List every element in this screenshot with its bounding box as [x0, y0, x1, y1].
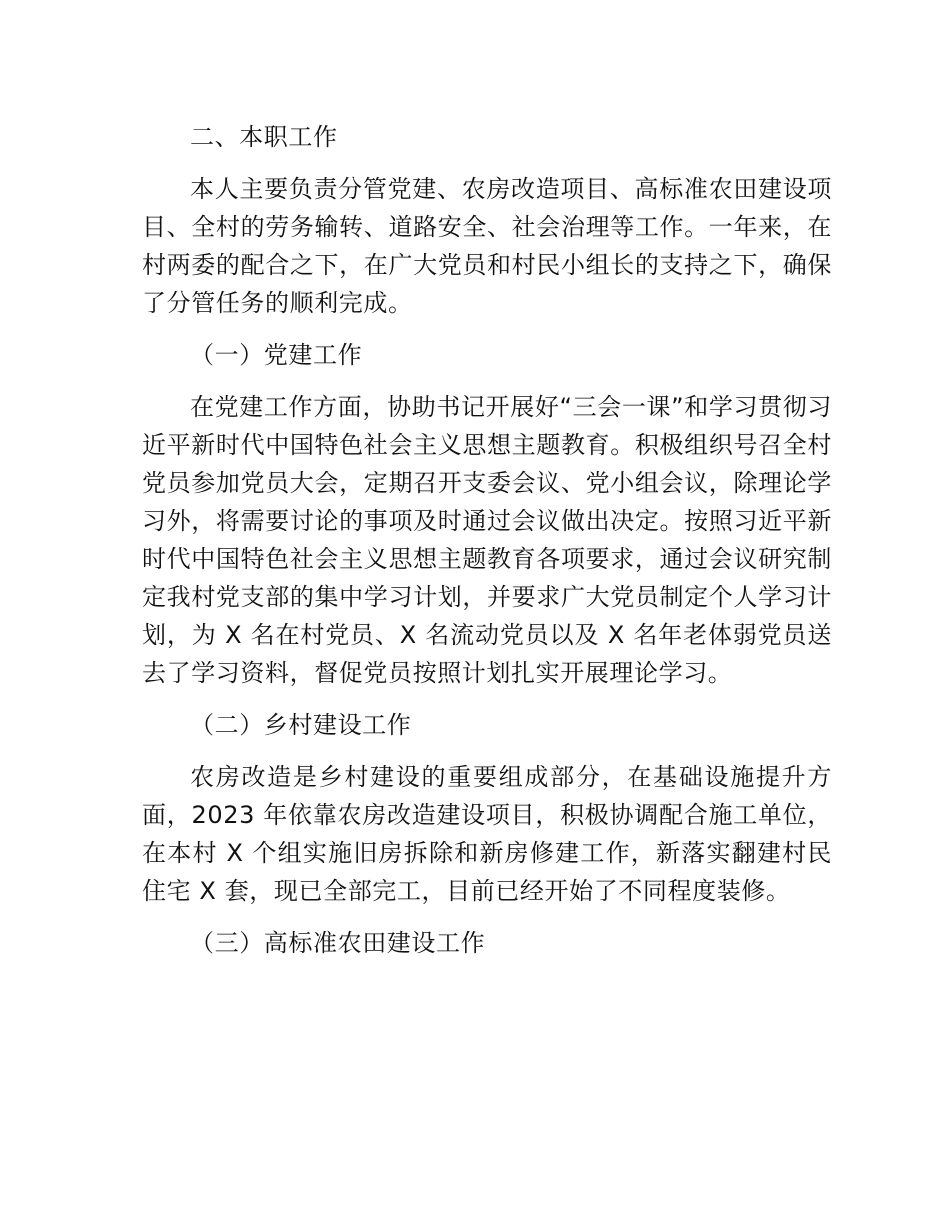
subsection-1-paragraph: 在党建工作方面，协助书记开展好“三会一课”和学习贯彻习近平新时代中国特色社会主义思想主题教育。积极组织号召全村党员参加党员大会，定期召开支委会议、党小组会议，除理论学习外，将需要讨论的事项及时通过会议做出决定。按照习近平新时代中国特色社会主义思想主题教育各项要求，通过会议研究制定我村党支部的集中学习计划，并要求广大党员制定个人学习计划，为 X 名在村党员、X 名流动党员以及 X 名年老体弱党员送去了学习资料，督促党员按照计划扎实开展理论学习。	[142, 393, 832, 687]
subsection-1-title: （一）党建工作	[190, 341, 363, 369]
document-body	[142, 118, 832, 976]
intro-paragraph: 本人主要负责分管党建、农房改造项目、高标准农田建设项目、全村的劳务输转、道路安全、社会治理等工作。一年来，在村两委的配合之下，在广大党员和村民小组长的支持之下，确保了分管任务的顺利完成。	[142, 175, 832, 317]
subsection-2-paragraph: 农房改造是乡村建设的重要组成部分，在基础设施提升方面，2023 年依靠农房改造建设项目，积极协调配合施工单位，在本村 X 个组实施旧房拆除和新房修建工作，新落实翻建村民住宅 X 套，现已全部完工，目前已经开始了不同程度装修。	[142, 763, 832, 905]
subsection-2-title: （二）乡村建设工作	[190, 711, 412, 739]
subsection-3-title: （三）高标准农田建设工作	[190, 929, 486, 957]
section-title: 二、本职工作	[190, 123, 338, 151]
